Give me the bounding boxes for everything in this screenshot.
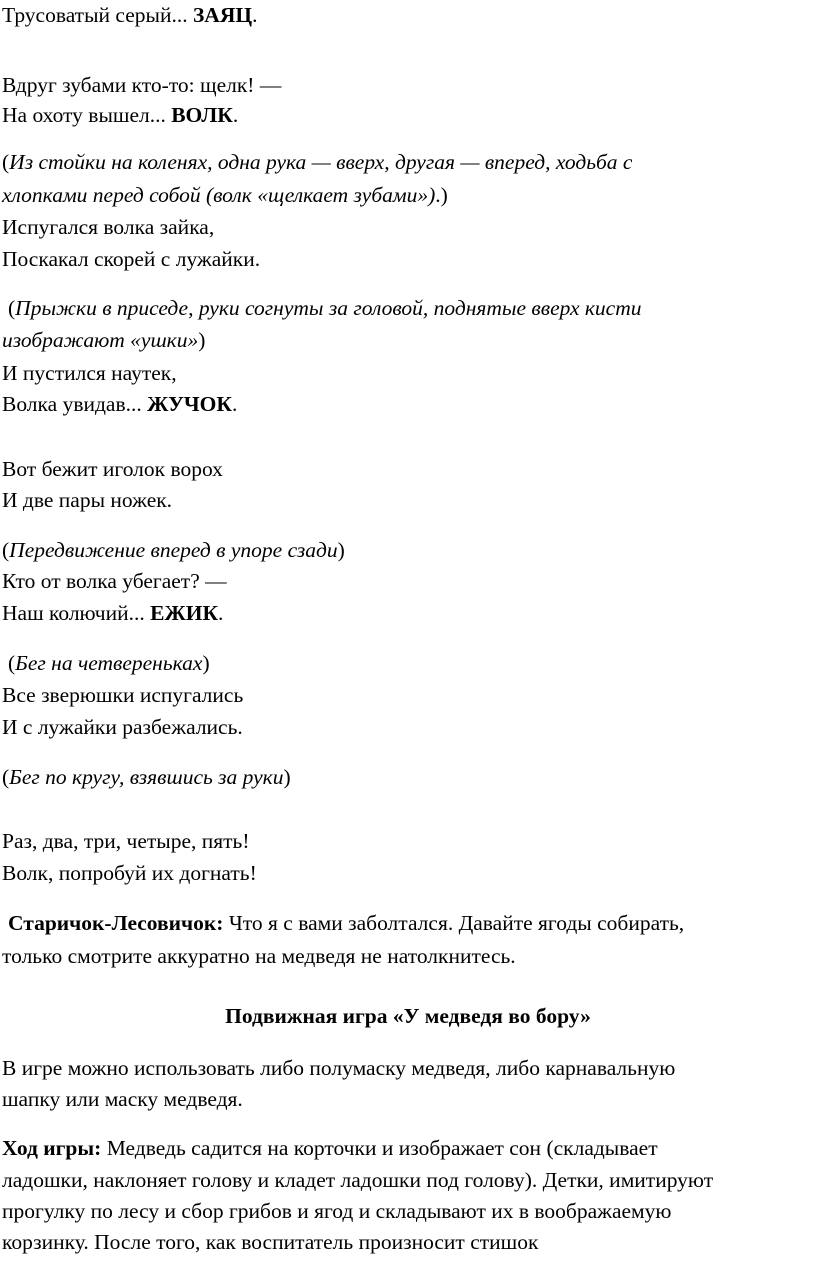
text-run: корзинку. После того, как воспитатель произносит стишок [2,1230,539,1254]
italic-text: Передвижение вперед в упоре сзади [9,538,338,562]
poem-line [2,485,172,516]
text-run: . [252,3,258,27]
stage-direction [8,293,642,324]
bold-text: ВОЛК [171,103,233,127]
poem-line [2,100,238,131]
paragraph-line [2,1165,713,1196]
text-run: . [231,392,238,416]
text-run: Наш колючий... [2,601,151,625]
italic-text: Из стойки на коленях, одна рука — вверх, другая — вперед, ходьба с [9,150,633,174]
poem-line [2,212,214,243]
poem-line [2,598,223,629]
poem-line [2,358,177,389]
text-run: .) [435,183,448,207]
bold-text: ЕЖИК [150,601,219,625]
stage-direction [2,762,291,793]
poem-line [2,858,257,889]
poem-line [2,712,243,743]
italic-text: Прыжки в приседе, руки согнуты за головой, поднятые вверх кисти [15,296,642,320]
italic-text: изображают «ушки» [2,328,199,352]
text-run: ) [198,328,206,352]
poem-line [2,0,257,31]
text-run: В игре можно использовать либо полумаску медведя, либо карнавальную [2,1056,676,1080]
text-run: ладошки, наклоняет голову и кладет ладошки под голову). Детки, имитируют [2,1168,714,1192]
stage-direction [8,648,210,679]
text-run: ( [8,651,16,675]
text-run: Волка увидав... [2,392,148,416]
poem-line [2,244,260,275]
dialogue-line [2,941,516,972]
text-run: . [218,601,224,625]
text-run: Вдруг зубами кто-то: щелк! — [2,73,282,97]
bold-text: Ход игры: [2,1136,102,1160]
italic-text: Бег по кругу, взявшись за руки [9,765,284,789]
poem-line [2,826,250,857]
text-run: ( [8,296,16,320]
bold-text: ЗАЯЦ [192,3,253,27]
text-run: ) [337,538,345,562]
text-run: Вот бежит иголок ворох [2,457,223,481]
poem-line [2,680,243,711]
italic-text: хлопками перед собой (волк «щелкает зубами») [2,183,436,207]
text-run: Раз, два, три, четыре, пять! [2,829,250,853]
paragraph-line [2,1053,675,1084]
text-run: Что я с вами заболтался. Давайте ягоды собирать, [223,911,685,935]
paragraph-line [2,1227,538,1258]
text-run: Волк, попробуй их догнать! [2,861,257,885]
poem-line [2,454,223,485]
text-run: Все зверюшки испугались [2,683,244,707]
text-run: прогулку по лесу и сбор грибов и ягод и складывают их в воображаемую [2,1199,672,1223]
text-run: На охоту вышел... [2,103,172,127]
text-run: Медведь садится на корточки и изображает сон (складывает [101,1136,658,1160]
italic-text: Бег на четвереньках [15,651,203,675]
bold-text: Подвижная игра «У медведя во бору» [225,1004,591,1028]
text-run: ( [2,150,10,174]
poem-line [2,389,237,420]
section-heading [0,1001,816,1032]
stage-direction [2,325,205,356]
paragraph-line [2,1084,243,1115]
paragraph-line [2,1196,671,1227]
text-run: ) [283,765,291,789]
poem-line [2,566,227,597]
stage-direction [2,180,448,211]
text-run: Испугался волка зайка, [2,215,215,239]
text-run: Поскакал скорей с лужайки. [2,247,261,271]
bold-text: ЖУЧОК [147,392,232,416]
text-run: Трусоватый серый... [2,3,193,27]
text-run: И с лужайки разбежались. [2,715,243,739]
stage-direction [2,147,632,178]
text-run: только смотрите аккуратно на медведя не натолкнитесь. [2,944,516,968]
text-run: . [232,103,239,127]
stage-direction [2,535,345,566]
text-run: И две пары ножек. [2,488,173,512]
text-run: Кто от волка убегает? — [2,569,227,593]
text-run: ( [2,765,10,789]
dialogue-line [8,908,684,939]
poem-line [2,70,281,101]
text-run: ) [202,651,210,675]
paragraph-line [2,1133,658,1164]
text-run: ( [2,538,10,562]
text-run: И пустился наутек, [2,361,177,385]
text-run: шапку или маску медведя. [2,1087,243,1111]
bold-text: Старичок-Лесовичок: [8,911,224,935]
